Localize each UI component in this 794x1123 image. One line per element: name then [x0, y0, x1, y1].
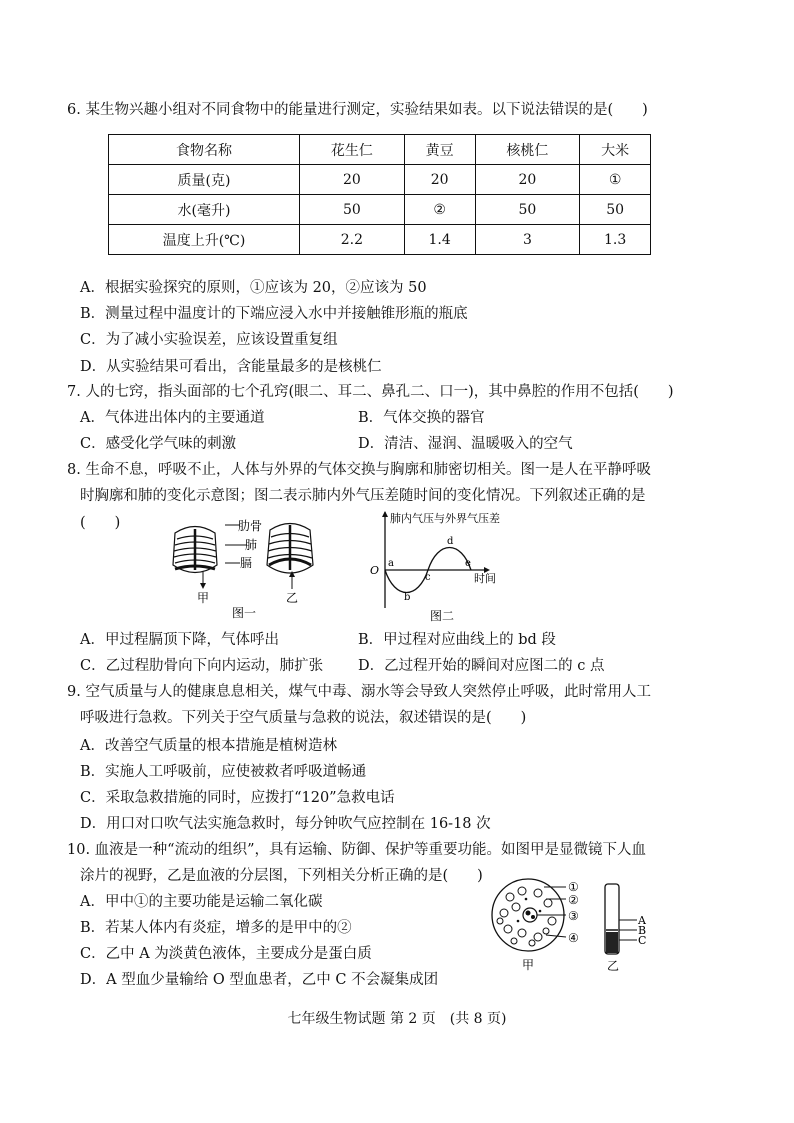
q9-option-b: B．实施人工呼吸前，应使被救者呼吸道畅通: [80, 764, 367, 780]
q9-stem-line1: 9. 空气质量与人的健康息息相关，煤气中毒、溺水等会导致人突然停止呼吸，此时常用人工: [67, 684, 651, 700]
layer-label-b: B: [638, 924, 647, 937]
table-row: [109, 195, 651, 225]
table-cell: 温度上升(℃): [109, 225, 300, 255]
figure-thorax: [165, 515, 345, 625]
q9-option-d: D．用口对口吹气法实施急救时，每分钟吹气应控制在 16-18 次: [80, 816, 491, 832]
q10-option-b: B．若某人体内有炎症，增多的是甲中的②: [80, 920, 352, 936]
table-cell: 核桃仁: [475, 135, 580, 165]
table-cell: 3: [475, 225, 580, 255]
q10-option-a: A．甲中①的主要功能是运输二氧化碳: [80, 894, 323, 910]
table-cell: ①: [580, 165, 651, 195]
fig2-ylabel: 肺内气压与外界气压差: [390, 512, 500, 525]
table-cell: 水(毫升): [109, 195, 300, 225]
q9-option-a: A．改善空气质量的根本措施是植树造林: [80, 738, 337, 754]
table-cell: 50: [475, 195, 580, 225]
fig2-origin: O: [370, 564, 380, 577]
ribcage-left-icon: [173, 527, 217, 573]
q7-option-c: C．感受化学气味的刺激: [80, 436, 237, 452]
table-cell: 50: [300, 195, 405, 225]
q6-option-a: A．根据实验探究的原则，①应该为 20，②应该为 50: [80, 280, 427, 296]
table-cell: 1.4: [404, 225, 475, 255]
q8-option-b: B．甲过程对应曲线上的 bd 段: [358, 632, 556, 648]
table-cell: 1.3: [580, 225, 651, 255]
q8-stem-line2: 时胸廓和肺的变化示意图；图二表示肺内外气压差随时间的变化情况。下列叙述正确的是: [80, 488, 646, 504]
q8-option-c: C．乙过程肋骨向下向内运动，肺扩张: [80, 658, 324, 674]
table-cell: 50: [580, 195, 651, 225]
q7-stem: 7. 人的七窍，指头面部的七个孔窍(眼二、耳二、鼻孔二、口一)，其中鼻腔的作用不包括( ): [67, 384, 674, 400]
q6-option-b: B．测量过程中温度计的下端应浸入水中并接触锥形瓶的瓶底: [80, 306, 468, 322]
fig2-point-c: c: [425, 572, 431, 583]
table-cell: 食物名称: [109, 135, 300, 165]
q8-stem-line1: 8. 生命不息，呼吸不止，人体与外界的气体交换与胸廓和肺密切相关。图一是人在平静呼吸: [67, 462, 651, 478]
table-cell: 20: [404, 165, 475, 195]
q6-option-d: D．从实验结果可看出，含能量最多的是核桃仁: [80, 359, 382, 375]
fig1-label-yi: 乙: [286, 591, 299, 605]
table-cell: 质量(克): [109, 165, 300, 195]
layers-caption: 乙: [607, 959, 620, 973]
q8-option-a: A．甲过程膈顶下降，气体呼出: [80, 632, 279, 648]
fig1-label-diaphragm: 膈: [240, 556, 253, 570]
q10-stem-line1: 10. 血液是一种“流动的组织”，具有运输、防御、保护等重要功能。如图甲是显微镜下人血: [67, 842, 646, 858]
table-cell: 黄豆: [404, 135, 475, 165]
fig2-xlabel: 时间: [474, 572, 496, 585]
q9-stem-line2: 呼吸进行急救。下列关于空气质量与急救的说法，叙述错误的是( ): [80, 710, 527, 726]
q7-option-b: B．气体交换的器官: [358, 410, 485, 426]
figure-blood-smear: [488, 875, 588, 975]
table-cell: 大米: [580, 135, 651, 165]
q7-option-d: D．清洁、湿润、温暖吸入的空气: [358, 436, 573, 452]
fig1-label-jia: 甲: [197, 591, 210, 605]
table-row: [109, 225, 651, 255]
q6-stem: 6. 某生物兴趣小组对不同食物中的能量进行测定，实验结果如表。以下说法错误的是( ): [67, 102, 648, 118]
smear-label-1: ①: [568, 880, 579, 894]
figure-pressure-curve: [368, 508, 518, 626]
fig2-point-a: a: [388, 558, 394, 569]
smear-label-4: ④: [568, 931, 579, 945]
smear-caption: 甲: [522, 958, 535, 972]
q9-option-c: C．采取急救措施的同时，应拨打“120”急救电话: [80, 790, 395, 806]
layer-label-a: A: [638, 914, 646, 927]
q8-option-d: D．乙过程开始的瞬间对应图二的 c 点: [358, 658, 605, 674]
q10-option-d: D．A 型血少量输给 O 型血患者，乙中 C 不会凝集成团: [80, 972, 439, 988]
fig2-point-d: d: [447, 536, 454, 547]
fig2-point-e: e: [465, 558, 471, 569]
table-cell: 20: [475, 165, 580, 195]
fig2-caption: 图二: [430, 609, 455, 623]
smear-label-3: ③: [568, 909, 579, 923]
layer-label-c: C: [638, 934, 647, 947]
fig1-label-rib: 肋骨: [238, 519, 263, 533]
table-cell: ②: [404, 195, 475, 225]
q8-stem-line3: ( ): [80, 515, 121, 531]
q10-option-c: C．乙中 A 为淡黄色液体，主要成分是蛋白质: [80, 946, 372, 962]
q7-option-a: A．气体进出体内的主要通道: [80, 410, 265, 426]
q10-stem-line2: 涂片的视野，乙是血液的分层图，下列相关分析正确的是( ): [80, 868, 483, 884]
ribcage-right-icon: [267, 524, 313, 574]
figure-blood-layers: [595, 880, 655, 975]
table-cell: 花生仁: [300, 135, 405, 165]
q6-option-c: C．为了减小实验误差，应该设置重复组: [80, 332, 338, 348]
fig2-point-b: b: [404, 592, 411, 603]
table-cell: 20: [300, 165, 405, 195]
table-row: [109, 165, 651, 195]
fig1-label-lung: 肺: [245, 538, 258, 552]
food-energy-table: [108, 134, 651, 255]
table-header-row: [109, 135, 651, 165]
fig1-caption: 图一: [232, 606, 257, 620]
smear-label-2: ②: [568, 893, 579, 907]
table-cell: 2.2: [300, 225, 405, 255]
page-footer: 七年级生物试题 第 2 页 (共 8 页): [287, 1011, 507, 1027]
